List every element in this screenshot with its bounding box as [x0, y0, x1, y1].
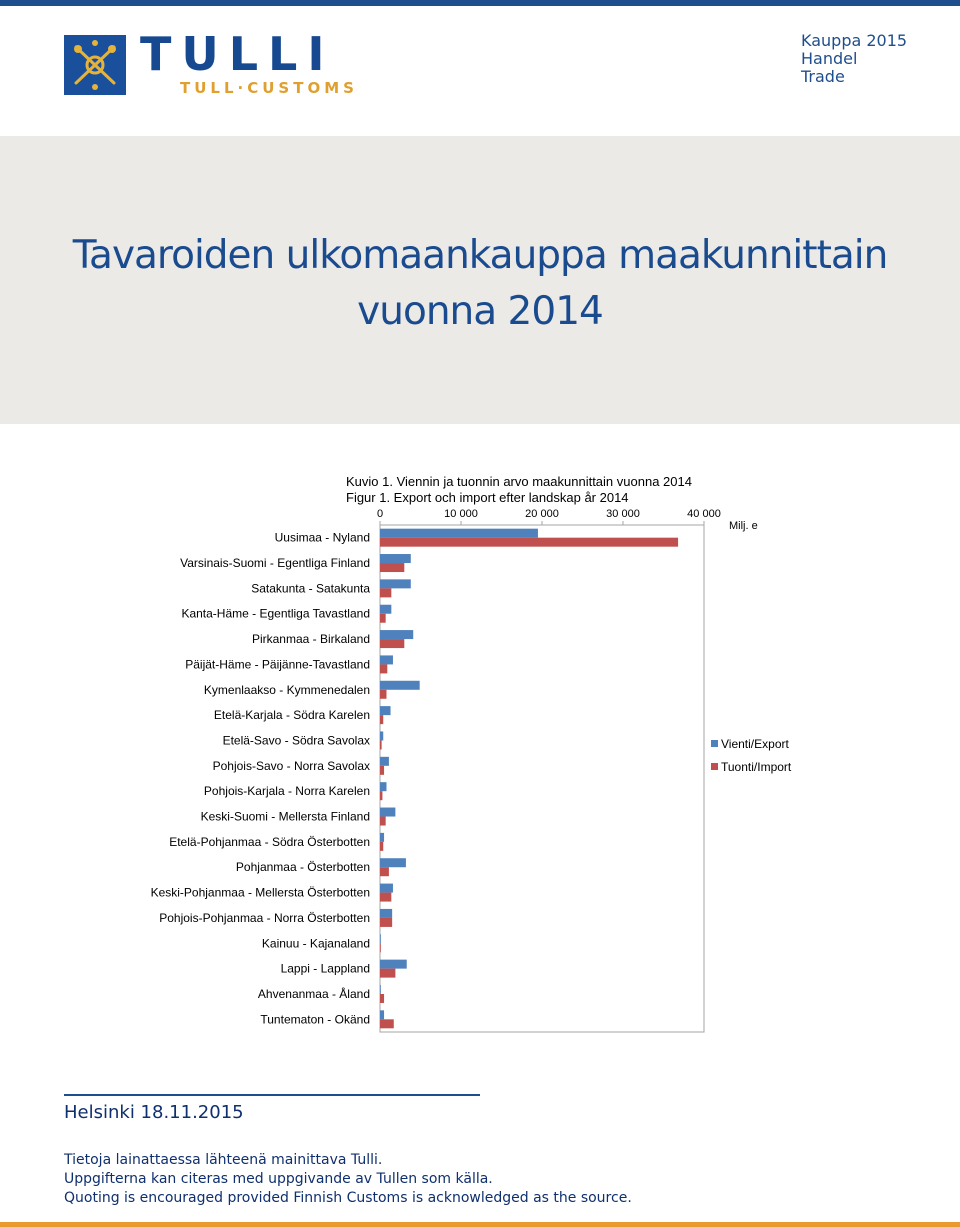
export-bar	[380, 833, 384, 842]
category-label: Lappi - Lappland	[280, 961, 370, 976]
export-bar	[380, 909, 392, 918]
category-label: Etelä-Karjala - Södra Karelen	[213, 708, 370, 723]
import-bar	[380, 893, 391, 902]
legend-label: Tuonti/Import	[721, 760, 792, 774]
export-bar	[380, 731, 383, 740]
legend-swatch	[711, 740, 718, 747]
source-note-fi: Tietoja lainattaessa lähteenä mainittava Tulli.	[64, 1152, 383, 1168]
category-label: Ahvenanmaa - Åland	[257, 986, 370, 1001]
page-title-line2: vuonna 2014	[357, 289, 603, 334]
import-bar	[380, 715, 383, 724]
export-bar	[380, 934, 381, 943]
category-label: Pohjois-Pohjanmaa - Norra Österbotten	[159, 910, 370, 925]
source-note-sv: Uppgifterna kan citeras med uppgivande av Tullen som källa.	[64, 1171, 493, 1187]
x-tick-label: 30 000	[606, 508, 640, 520]
category-label: Varsinais-Suomi - Egentliga Finland	[180, 556, 370, 571]
export-bar	[380, 858, 406, 867]
footer-divider	[64, 1094, 480, 1096]
import-bar	[380, 867, 389, 876]
category-label: Kanta-Häme - Egentliga Tavastland	[181, 606, 370, 621]
export-bar	[380, 655, 393, 664]
x-tick-label: 20 000	[525, 508, 559, 520]
category-label: Keski-Suomi - Mellersta Finland	[200, 809, 370, 824]
series-tag-sv: Handel	[801, 49, 858, 68]
figure-title-fi: Kuvio 1. Viennin ja tuonnin arvo maakunnittain vuonna 2014	[346, 474, 692, 489]
import-bar	[380, 766, 384, 775]
category-label: Etelä-Savo - Södra Savolax	[222, 733, 370, 748]
import-bar	[380, 664, 387, 673]
page-title	[0, 228, 960, 340]
top-accent-bar	[0, 0, 960, 6]
import-bar	[380, 563, 404, 572]
category-label: Kainuu - Kajanaland	[261, 936, 370, 951]
export-bar	[380, 681, 420, 690]
import-bar	[380, 791, 382, 800]
export-bar	[380, 579, 411, 588]
import-bar	[380, 943, 381, 952]
plot-area-frame	[380, 525, 704, 1032]
category-label: Pohjois-Karjala - Norra Karelen	[203, 784, 370, 799]
export-bar	[380, 630, 413, 639]
import-bar	[380, 994, 384, 1003]
import-bar	[380, 740, 382, 749]
legend-swatch	[711, 763, 718, 770]
export-bar	[380, 985, 381, 994]
tulli-logo	[64, 27, 374, 99]
export-bar	[380, 884, 393, 893]
category-label: Etelä-Pohjanmaa - Södra Österbotten	[169, 834, 370, 849]
import-bar	[380, 639, 404, 648]
export-bar	[380, 554, 411, 563]
category-label: Pirkanmaa - Birkaland	[251, 632, 370, 647]
export-bar	[380, 529, 538, 538]
export-bar	[380, 960, 407, 969]
x-tick-label: 0	[376, 508, 384, 520]
category-label: Pohjois-Savo - Norra Savolax	[212, 758, 370, 773]
import-bar	[380, 842, 383, 851]
import-bar	[380, 614, 386, 623]
export-bar	[380, 605, 391, 614]
title-banner	[0, 136, 960, 424]
logo-wordmark: TULLI	[140, 27, 335, 81]
legend-label: Vienti/Export	[721, 737, 789, 751]
import-bar	[380, 817, 386, 826]
import-bar	[380, 588, 391, 597]
bottom-accent-bar	[0, 1222, 960, 1227]
customs-emblem-icon	[64, 35, 126, 95]
figure-title-sv: Figur 1. Export och import efter landskap år 2014	[346, 490, 629, 505]
import-bar	[380, 538, 678, 547]
category-label: Päijät-Häme - Päijänne-Tavastland	[185, 657, 370, 672]
publication-date: Helsinki 18.11.2015	[64, 1102, 244, 1123]
import-bar	[380, 1019, 394, 1028]
export-bar	[380, 808, 395, 817]
export-bar	[380, 706, 391, 715]
category-label: Tuntematon - Okänd	[260, 1012, 370, 1027]
unit-label: Milj. e	[729, 520, 758, 532]
logo-subwordmark: TULL·CUSTOMS	[180, 79, 358, 97]
export-bar	[380, 782, 386, 791]
series-tag	[801, 32, 907, 86]
category-label: Kymenlaakso - Kymmenedalen	[203, 682, 370, 697]
category-label: Pohjanmaa - Österbotten	[235, 860, 370, 875]
export-bar	[380, 1010, 384, 1019]
import-bar	[380, 969, 395, 978]
category-label: Keski-Pohjanmaa - Mellersta Österbotten	[150, 885, 370, 900]
import-bar	[380, 690, 386, 699]
figure-title	[346, 474, 692, 506]
import-bar	[380, 918, 392, 927]
source-note	[64, 1151, 632, 1208]
x-tick-label: 10 000	[444, 508, 478, 520]
series-tag-fi: Kauppa 2015	[801, 31, 908, 50]
category-label: Satakunta - Satakunta	[251, 581, 370, 596]
x-tick-label: 40 000	[687, 508, 721, 520]
page-title-line1: Tavaroiden ulkomaankauppa maakunnittain	[72, 233, 888, 278]
export-bar	[380, 757, 389, 766]
category-label: Uusimaa - Nyland	[274, 530, 370, 545]
source-note-en: Quoting is encouraged provided Finnish Customs is acknowledged as the source.	[64, 1190, 632, 1206]
trade-bar-chart	[0, 505, 960, 1045]
series-tag-en: Trade	[801, 67, 845, 86]
